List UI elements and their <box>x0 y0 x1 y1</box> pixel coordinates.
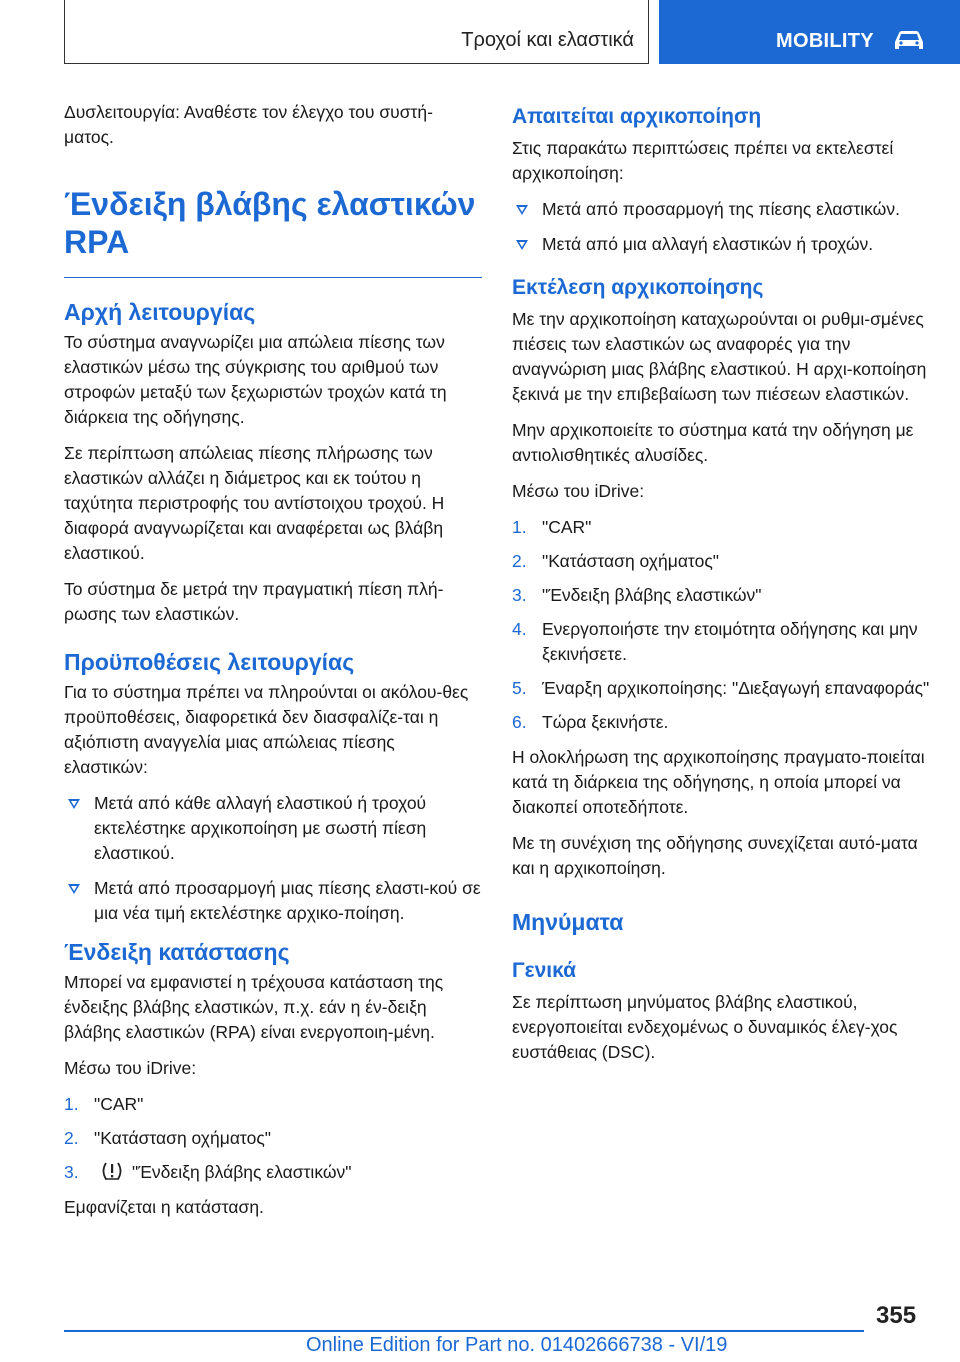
messages-heading: Μηνύματα <box>512 909 624 935</box>
prereq-heading: Προϋποθέσεις λειτουργίας <box>64 649 355 675</box>
left-column <box>64 100 482 1231</box>
status-p1: Μπορεί να εμφανιστεί η τρέχουσα κατάσταση της ένδειξης βλάβης ελαστικών, π.χ. εάν η έν‐δειξη βλάβης ελαστικών (RPA) είναι ενεργοποιη‐μένη. <box>64 972 444 1042</box>
init-exec-p3: Η ολοκλήρωση της αρχικοποίησης πραγματο‐ποιείται κατά τη διάρκεια της οδήγησης, η οποία μπορεί να διακοπεί οποτεδήποτε. <box>512 747 925 817</box>
list-item: 3. "Ένδειξη βλάβης ελαστικών" <box>64 1162 352 1182</box>
list-item: 6. Τώρα ξεκινήστε. <box>512 712 669 732</box>
mobility-tab[interactable] <box>659 0 960 64</box>
messages-p1: Σε περίπτωση μηνύματος βλάβης ελαστικού, ενεργοποιείται ενδεχομένως ο δυναμικός έλεγ‐χος ευστάθειας (DSC). <box>512 992 898 1062</box>
prereq-list <box>64 791 482 926</box>
init-exec-steps <box>512 515 932 735</box>
list-item: Μετά από προσαρμογή μιας πίεσης ελαστι‐κού σε μια νέα τιμή εκτελέστηκε αρχικο‐ποίηση. <box>64 876 482 926</box>
init-required-heading: Απαιτείται αρχικοποίηση <box>512 105 762 128</box>
footer-edition: Online Edition for Part no. 01402666738 - VI/19 <box>306 1334 728 1356</box>
mobility-tab-label: MOBILITY <box>776 30 874 52</box>
status-result: Εμφανίζεται η κατάσταση. <box>64 1197 264 1217</box>
list-item: 1. "CAR" <box>64 1094 144 1114</box>
list-item: Μετά από προσαρμογή της πίεσης ελαστικών. <box>512 197 932 222</box>
list-item: 3. "Ένδειξη βλάβης ελαστικών" <box>512 585 762 605</box>
status-via: Μέσω του iDrive: <box>64 1058 197 1078</box>
principle-p1: Το σύστημα αναγνωρίζει μια απώλεια πίεσης των ελαστικών μέσω της σύγκρισης του αριθμού των στροφών μεταξύ των ξεχωριστών τροχών κατά τη διάρκεια της οδήγησης. <box>64 332 447 427</box>
page-title: Ένδειξη βλάβης ελαστικών RPA <box>64 185 482 278</box>
init-required-p1: Στις παρακάτω περιπτώσεις πρέπει να εκτελεστεί αρχικοποίηση: <box>512 138 894 183</box>
list-item: 1. "CAR" <box>512 517 592 537</box>
car-icon <box>892 30 926 52</box>
triangle-bullet-icon <box>68 884 80 894</box>
intro-text: Δυσλειτουργία: Αναθέστε τον έλεγχο του συστή‐ματος. <box>64 102 433 147</box>
right-column <box>512 100 932 1076</box>
init-exec-via: Μέσω του iDrive: <box>512 481 645 501</box>
prereq-p1: Για το σύστημα πρέπει να πληρούνται οι ακόλου‐θες προϋποθέσεις, διαφορετικά δεν διασφαλίζε‐ται η αξιόπιστη αναγγελία μιας απώλειας πίεσης ελαστικών: <box>64 682 469 777</box>
principle-p3: Το σύστημα δε μετρά την πραγματική πίεση πλή‐ρωσης των ελαστικών. <box>64 579 444 624</box>
list-item: Μετά από μια αλλαγή ελαστικών ή τροχών. <box>512 232 932 257</box>
tire-warning-icon <box>100 1161 124 1181</box>
init-exec-p1: Με την αρχικοποίηση καταχωρούνται οι ρυθμι‐σμένες πιέσεις των ελαστικών ως αναφορές για την αναγνώριση μιας βλάβης ελαστικού. Η αρχι‐κοποίηση ξεκινά με την επιβεβαίωση των πιέσεων ελαστικών. <box>512 309 927 404</box>
triangle-bullet-icon <box>516 240 528 250</box>
list-item: Μετά από κάθε αλλαγή ελαστικού ή τροχού εκτελέστηκε αρχικοποίηση με σωστή πίεση ελαστικού. <box>64 791 482 866</box>
list-item: 2. "Κατάσταση οχήματος" <box>64 1128 271 1148</box>
footer-divider <box>64 1330 864 1332</box>
triangle-bullet-icon <box>68 799 80 809</box>
status-heading: Ένδειξη κατάστασης <box>64 939 290 965</box>
init-exec-heading: Εκτέλεση αρχικοποίησης <box>512 276 764 299</box>
triangle-bullet-icon <box>516 205 528 215</box>
list-item: 2. "Κατάσταση οχήματος" <box>512 551 719 571</box>
section-title: Τροχοί και ελαστικά <box>461 29 634 51</box>
init-exec-p4: Με τη συνέχιση της οδήγησης συνεχίζεται αυτό‐ματα και η αρχικοποίηση. <box>512 833 918 878</box>
header-section-box <box>64 0 649 64</box>
list-item: 5. Έναρξη αρχικοποίησης: "Διεξαγωγή επαναφοράς" <box>512 678 930 698</box>
messages-subheading: Γενικά <box>512 959 577 982</box>
list-item: 4. Ενεργοποιήστε την ετοιμότητα οδήγησης και μην ξεκινήσετε. <box>512 619 918 664</box>
page-number: 355 <box>876 1302 917 1329</box>
principle-heading: Αρχή λειτουργίας <box>64 299 256 325</box>
init-exec-p2: Μην αρχικοποιείτε το σύστημα κατά την οδήγηση με αντιολισθητικές αλυσίδες. <box>512 420 914 465</box>
principle-p2: Σε περίπτωση απώλειας πίεσης πλήρωσης των ελαστικών αλλάζει η διάμετρος και εκ τούτου η ταχύτητα περιστροφής του αντίστοιχου τροχού. Η διαφορά αναγνωρίζεται και αναφέρεται ως βλάβη ελαστικού. <box>64 443 445 563</box>
init-required-list <box>512 197 932 257</box>
status-steps <box>64 1092 482 1185</box>
